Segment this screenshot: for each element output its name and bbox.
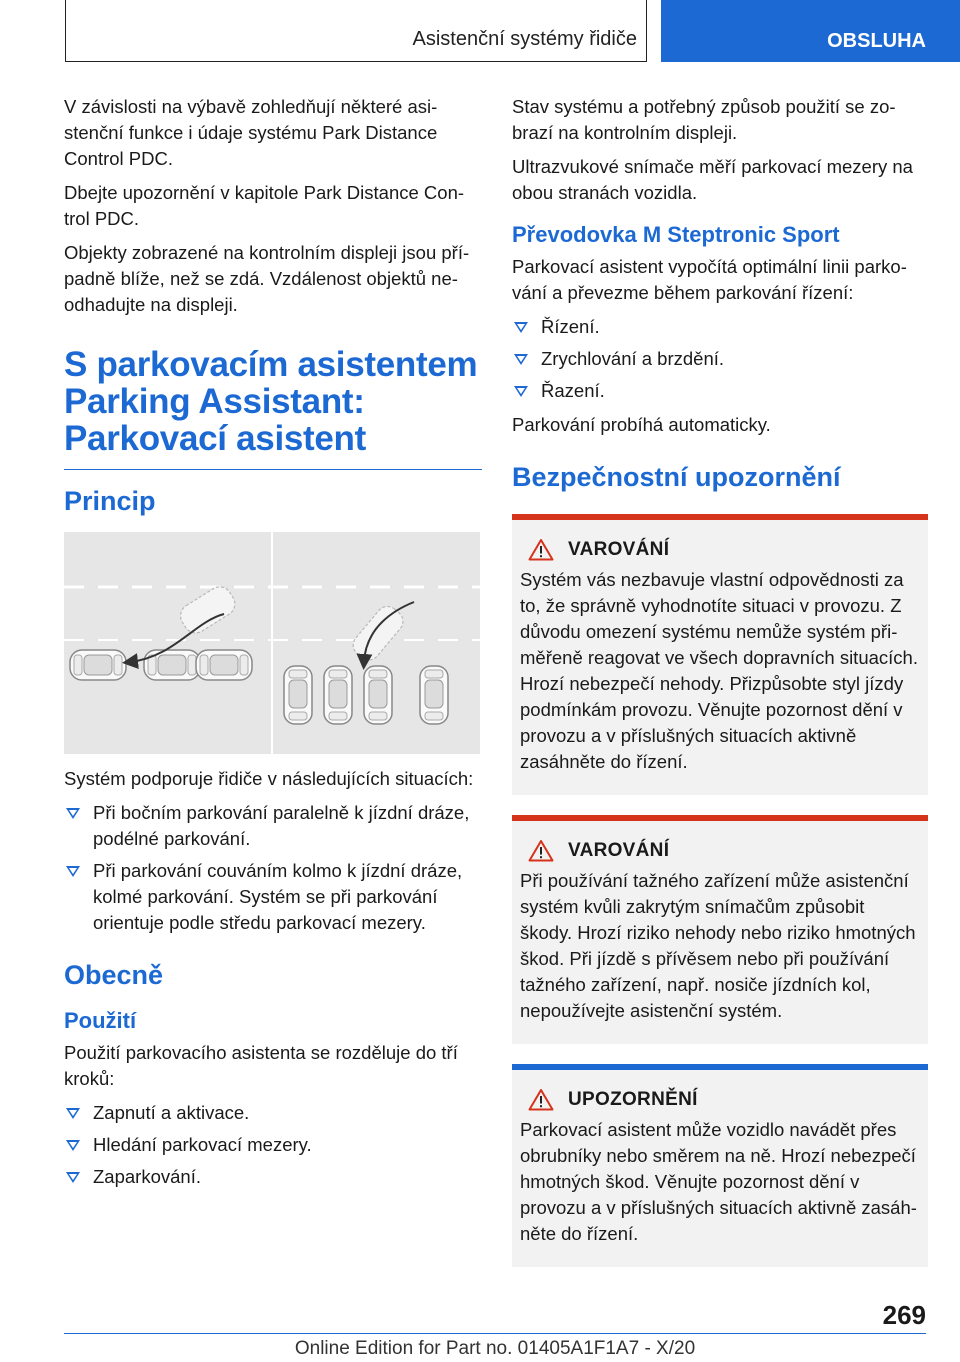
notice-title-text: UPOZORNĚNÍ: [568, 1088, 698, 1110]
warning-title: [528, 538, 920, 561]
right-column: [512, 94, 928, 1267]
support-text: Systém podporuje řidiče v následujících situacích:: [64, 768, 474, 789]
warning-title-text: VAROVÁNÍ: [568, 538, 670, 560]
warning-triangle-icon: [528, 1088, 554, 1111]
triangle-bullet-icon: [66, 1108, 80, 1119]
notice-box: [512, 1064, 928, 1267]
triangle-bullet-icon: [66, 808, 80, 819]
list-item: Řazení.: [512, 378, 928, 404]
general-heading: Obecně: [64, 960, 164, 990]
header-chapter-title: OBSLUHA: [827, 30, 926, 52]
notice-text: Parkovací asistent může vozidlo navádět přes obrubníky nebo směrem na ně. Hrozí nebezpečí hmotných škod. Věnujte pozornost dění v provozu a v příslušných situacích aktivně zasáhněte do řízení.: [520, 1119, 917, 1244]
intro-paragraph: Ultrazvukové snímače měří parkovací mezery na obou stranách vozidla.: [512, 156, 913, 203]
triangle-bullet-icon: [66, 1172, 80, 1183]
list-item: Řízení.: [512, 314, 928, 340]
main-heading: [64, 346, 482, 457]
gearbox-heading: Převodovka M Steptronic Sport: [512, 222, 840, 247]
intro-paragraph: Objekty zobrazené na kontrolním displeji jsou případně blíže, než se zdá. Vzdálenost objektů neodhadujte na displeji.: [64, 242, 470, 315]
safety-heading: Bezpečnostní upozornění: [512, 462, 841, 492]
warning-box: [512, 514, 928, 795]
list-item: Hledání parkovací mezery.: [64, 1132, 482, 1158]
footer-divider: [64, 1333, 926, 1334]
parking-diagram-icon: [64, 532, 480, 754]
left-column: [64, 94, 482, 1198]
main-heading-line: Parkovací asistent: [64, 419, 366, 458]
princip-heading: Princip: [64, 486, 156, 516]
triangle-bullet-icon: [514, 354, 528, 365]
page-number: 269: [882, 1300, 926, 1330]
list-item: Zrychlování a brzdění.: [512, 346, 928, 372]
notice-title: [528, 1088, 920, 1111]
triangle-bullet-icon: [66, 866, 80, 877]
warning-title: [528, 839, 920, 862]
heading-divider: [64, 469, 482, 470]
warning-triangle-icon: [528, 839, 554, 862]
usage-heading: Použití: [64, 1008, 137, 1033]
usage-list: [64, 1100, 482, 1190]
main-heading-line: S parkovacím asistentem: [64, 345, 478, 384]
auto-text: Parkování probíhá automaticky.: [512, 414, 771, 435]
warning-box: [512, 815, 928, 1044]
intro-paragraph: Stav systému a potřebný způsob použití se zobrazí na kontrolním displeji.: [512, 96, 896, 143]
usage-text: Použití parkovacího asistenta se rozděluje do tří kroků:: [64, 1042, 458, 1089]
warning-text: Systém vás nezbavuje vlastní odpovědnosti za to, že správně vyhodnotíte situaci v provozu. Z důvodu omezení systému nemůže systém přiměřeně reagovat ve všech dopravních situacích. Hrozí nebezpečí nehody. Přizpůsobte styl jízdy podmínkám provozu. Věnujte pozornost dění v provozu a v příslušných situacích aktivně zasáhněte do řízení.: [520, 569, 918, 772]
list-item: Zapnutí a aktivace.: [64, 1100, 482, 1126]
warning-text: Při používání tažného zařízení může asistenční systém kvůli zakrytým snímačům způsobit škody. Hrozí riziko nehody nebo riziko hmotných škod. Při jízdě s přívěsem nebo při používání tažného zařízení, např. nosiče jízdních kol, nepoužívejte asistenční systém.: [520, 870, 916, 1021]
footer-edition: Online Edition for Part no. 01405A1F1A7 - X/20: [294, 1338, 696, 1359]
list-item: Při bočním parkování paralelně k jízdní dráze, podélné parkování.: [64, 800, 482, 852]
triangle-bullet-icon: [66, 1140, 80, 1151]
gearbox-text: Parkovací asistent vypočítá optimální linii parkování a převezme během parkování řízení:: [512, 256, 907, 303]
support-list: [64, 800, 482, 936]
triangle-bullet-icon: [514, 322, 528, 333]
intro-paragraph: Dbejte upozornění v kapitole Park Distance Control PDC.: [64, 182, 465, 229]
list-item: Zaparkování.: [64, 1164, 482, 1190]
triangle-bullet-icon: [514, 386, 528, 397]
list-item: Při parkování couváním kolmo k jízdní dráze, kolmé parkování. Systém se při parkování orientuje podle středu parkovací mezery.: [64, 858, 482, 936]
main-heading-line: Parking Assistant:: [64, 382, 365, 421]
parking-diagram-figure: [64, 532, 480, 754]
header-section-title: Asistenční systémy řidiče: [412, 28, 637, 50]
warning-triangle-icon: [528, 538, 554, 561]
intro-paragraph: V závislosti na výbavě zohledňují některé asistenční funkce i údaje systému Park Distance Control PDC.: [64, 96, 438, 169]
warning-title-text: VAROVÁNÍ: [568, 839, 670, 861]
gearbox-list: [512, 314, 928, 404]
